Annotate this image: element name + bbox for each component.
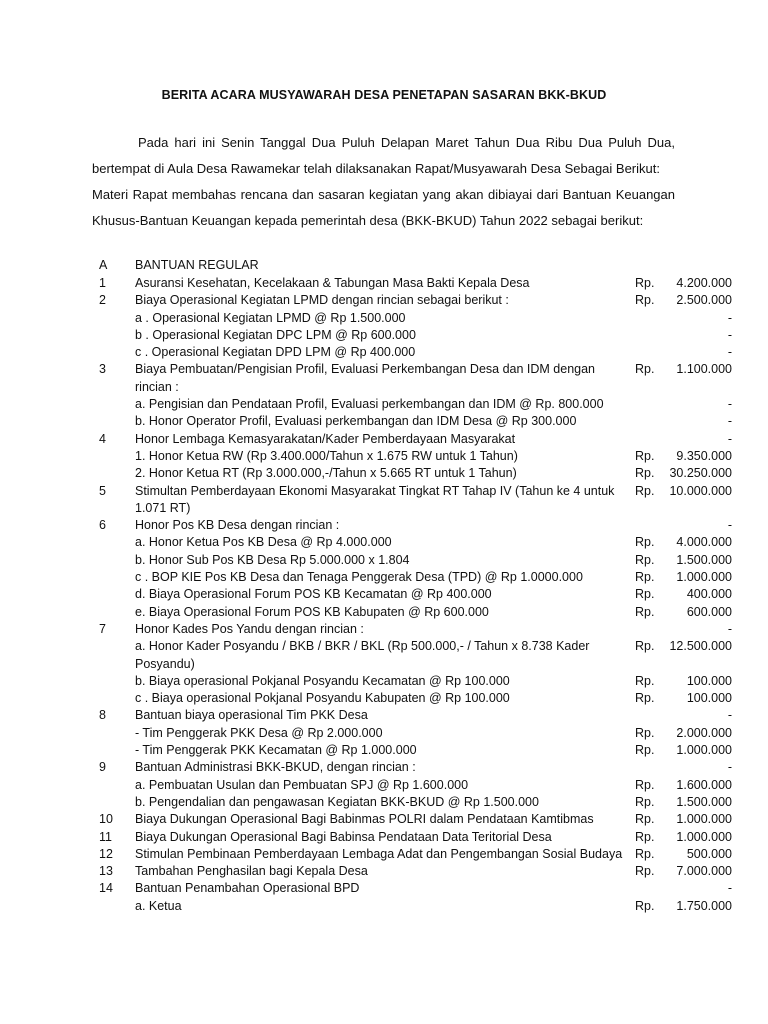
table-row (92, 327, 732, 344)
row-currency: Rp. (635, 777, 655, 792)
table-row (92, 742, 732, 759)
row-description: a. Honor Ketua Pos KB Desa @ Rp 4.000.000 (135, 535, 392, 550)
row-description: b. Pengendalian dan pengawasan Kegiatan BKK-BKUD @ Rp 1.500.000 (135, 794, 539, 809)
row-description: 1. Honor Ketua RW (Rp 3.400.000/Tahun x 1.675 RW untuk 1 Tahun) (135, 448, 518, 463)
table-row (92, 898, 732, 915)
table-row (92, 431, 732, 448)
row-amount: 1.750.000 (676, 898, 732, 913)
row-number (92, 777, 135, 794)
row-amount: 9.350.000 (676, 448, 732, 463)
row-currency (635, 707, 669, 724)
row-currency: Rp. (635, 483, 655, 498)
row-currency (635, 396, 669, 413)
row-number: 8 (99, 708, 106, 723)
row-description: Honor Pos KB Desa dengan rincian : (135, 518, 340, 533)
row-number (92, 638, 135, 673)
row-currency: Rp. (635, 691, 655, 706)
table-row (92, 257, 732, 275)
row-currency (635, 413, 669, 430)
row-description: d. Biaya Operasional Forum POS KB Kecamatan @ Rp 400.000 (135, 587, 492, 602)
row-description: a . Operasional Kegiatan LPMD @ Rp 1.500.000 (135, 310, 406, 325)
row-currency: Rp. (635, 743, 655, 758)
row-amount: 1.600.000 (676, 777, 732, 792)
row-currency: Rp. (635, 552, 655, 567)
row-amount: 100.000 (686, 673, 732, 688)
row-currency (635, 431, 669, 448)
table-row (92, 707, 732, 724)
row-description: Bantuan Administrasi BKK-BKUD, dengan rincian : (135, 760, 416, 775)
row-currency: Rp. (635, 604, 655, 619)
row-description: b . Operasional Kegiatan DPC LPM @ Rp 600.000 (135, 327, 416, 342)
table-row (92, 863, 732, 880)
row-amount: - (727, 327, 732, 342)
row-currency (635, 517, 669, 534)
row-number (92, 413, 135, 430)
row-amount: 7.000.000 (676, 864, 732, 879)
table-row (92, 275, 732, 292)
row-currency (635, 880, 669, 897)
table-row (92, 621, 732, 638)
table-row (92, 880, 732, 897)
row-amount (669, 257, 732, 275)
row-number: 13 (99, 864, 113, 879)
row-description: b. Biaya operasional Pokjanal Posyandu Kecamatan @ Rp 100.000 (135, 673, 510, 688)
table-row (92, 794, 732, 811)
row-description: Bantuan biaya operasional Tim PKK Desa (135, 708, 368, 723)
row-currency: Rp. (635, 639, 655, 654)
row-currency (635, 327, 669, 344)
row-number (92, 794, 135, 811)
intro-line-3: Materi Rapat membahas rencana dan sasaran kegiatan yang akan dibiayai dari Bantuan Keuangan (92, 187, 675, 202)
row-number: 12 (99, 846, 113, 861)
row-currency: Rp. (635, 362, 655, 377)
row-amount: 2.500.000 (676, 293, 732, 308)
row-currency: Rp. (635, 864, 655, 879)
table-row (92, 569, 732, 586)
row-number: 7 (99, 621, 106, 636)
table-row (92, 517, 732, 534)
row-description: a. Pembuatan Usulan dan Pembuatan SPJ @ Rp 1.600.000 (135, 777, 469, 792)
row-number (92, 534, 135, 551)
row-currency: Rp. (635, 293, 655, 308)
table-row (92, 586, 732, 603)
row-description: Honor Kades Pos Yandu dengan rincian : (135, 621, 364, 636)
row-number: A (99, 258, 108, 272)
row-amount: 1.100.000 (676, 362, 732, 377)
intro-line-4: Khusus-Bantuan Keuangan kepada pemerintah desa (BKK-BKUD) Tahun 2022 sebagai berikut: (92, 213, 644, 228)
row-description: Tambahan Penghasilan bagi Kepala Desa (135, 864, 368, 879)
row-number (92, 552, 135, 569)
row-amount: - (727, 760, 732, 775)
row-number (92, 569, 135, 586)
row-number: 1 (99, 276, 106, 290)
row-amount: 1.000.000 (676, 570, 732, 585)
row-number (92, 448, 135, 465)
table-row (92, 552, 732, 569)
row-number (92, 604, 135, 621)
row-currency: Rp. (635, 570, 655, 585)
budget-table (92, 257, 732, 915)
row-number: 5 (99, 483, 106, 498)
row-currency (635, 344, 669, 361)
row-description: BANTUAN REGULAR (135, 258, 259, 272)
row-number (92, 327, 135, 344)
row-amount: 4.200.000 (676, 276, 732, 290)
row-number: 2 (99, 293, 106, 308)
row-amount: - (727, 518, 732, 533)
row-description: a. Honor Kader Posyandu / BKB / BKR / BKL (Rp 500.000,- / Tahun x 8.738 Kader Posyandu) (135, 639, 590, 671)
row-currency: Rp. (635, 535, 655, 550)
row-number (92, 586, 135, 603)
row-description: c . BOP KIE Pos KB Desa dan Tenaga Penggerak Desa (TPD) @ Rp 1.0000.000 (135, 570, 583, 585)
row-amount: - (727, 431, 732, 446)
row-currency: Rp. (635, 448, 655, 463)
row-amount: - (727, 345, 732, 360)
document-title: BERITA ACARA MUSYAWARAH DESA PENETAPAN SASARAN BKK-BKUD (161, 88, 607, 102)
table-row (92, 829, 732, 846)
row-amount: - (727, 621, 732, 636)
row-amount: 10.000.000 (669, 483, 732, 498)
row-description: Stimulan Pembinaan Pemberdayaan Lembaga Adat dan Pengembangan Sosial Budaya (135, 846, 623, 861)
row-amount: 400.000 (686, 587, 732, 602)
table-row (92, 465, 732, 482)
row-currency (635, 759, 669, 776)
budget-table-body (92, 257, 732, 915)
table-row (92, 448, 732, 465)
row-number (92, 344, 135, 361)
row-description: Biaya Dukungan Operasional Bagi Babinsa Pendataan Data Teritorial Desa (135, 829, 552, 844)
row-description: Honor Lembaga Kemasyarakatan/Kader Pemberdayaan Masyarakat (135, 431, 516, 446)
row-number (92, 690, 135, 707)
table-row (92, 725, 732, 742)
row-number: 14 (99, 881, 113, 896)
row-currency (635, 621, 669, 638)
row-number: 3 (99, 362, 106, 377)
row-amount: 1.000.000 (676, 829, 732, 844)
row-currency: Rp. (635, 829, 655, 844)
row-amount: 1.500.000 (676, 552, 732, 567)
table-row (92, 534, 732, 551)
row-currency: Rp. (635, 276, 655, 290)
table-row (92, 413, 732, 430)
table-row (92, 292, 732, 309)
row-description: Asuransi Kesehatan, Kecelakaan & Tabungan Masa Bakti Kepala Desa (135, 276, 530, 290)
intro-paragraph (92, 130, 675, 234)
row-number (92, 673, 135, 690)
row-number: 11 (99, 829, 112, 844)
row-number (92, 465, 135, 482)
row-number (92, 310, 135, 327)
row-number (92, 742, 135, 759)
row-currency: Rp. (635, 812, 655, 827)
row-currency: Rp. (635, 466, 655, 481)
row-amount: - (727, 708, 732, 723)
table-row (92, 396, 732, 413)
row-amount: 100.000 (686, 691, 732, 706)
row-amount: - (727, 414, 732, 429)
row-currency: Rp. (635, 587, 655, 602)
row-description: Biaya Pembuatan/Pengisian Profil, Evaluasi Perkembangan Desa dan IDM dengan rincian : (135, 362, 595, 394)
row-description: b. Honor Sub Pos KB Desa Rp 5.000.000 x 1.804 (135, 552, 410, 567)
table-row (92, 310, 732, 327)
row-currency: Rp. (635, 846, 655, 861)
row-amount: 30.250.000 (669, 466, 732, 481)
row-number (92, 898, 135, 915)
row-description: - Tim Penggerak PKK Desa @ Rp 2.000.000 (135, 725, 383, 740)
table-row (92, 673, 732, 690)
row-amount: 1.000.000 (676, 812, 732, 827)
row-description: Bantuan Penambahan Operasional BPD (135, 881, 360, 896)
table-row (92, 759, 732, 776)
row-description: 2. Honor Ketua RT (Rp 3.000.000,-/Tahun x 5.665 RT untuk 1 Tahun) (135, 466, 517, 481)
row-description: c . Biaya operasional Pokjanal Posyandu Kabupaten @ Rp 100.000 (135, 691, 510, 706)
row-description: c . Operasional Kegiatan DPD LPM @ Rp 400.000 (135, 345, 416, 360)
row-number: 9 (99, 760, 106, 775)
row-number: 6 (99, 518, 106, 533)
row-description: Stimultan Pemberdayaan Ekonomi Masyarakat Tingkat RT Tahap IV (Tahun ke 4 untuk 1.071 RT) (135, 483, 615, 515)
row-amount: - (727, 881, 732, 896)
row-number: 4 (99, 431, 106, 446)
row-currency (635, 310, 669, 327)
row-amount: 12.500.000 (669, 639, 732, 654)
row-description: - Tim Penggerak PKK Kecamatan @ Rp 1.000.000 (135, 743, 417, 758)
row-amount: 1.000.000 (676, 743, 732, 758)
row-number (92, 725, 135, 742)
table-row (92, 483, 732, 518)
table-row (92, 638, 732, 673)
row-description: Biaya Dukungan Operasional Bagi Babinmas POLRI dalam Pendataan Kamtibmas (135, 812, 594, 827)
table-row (92, 361, 732, 396)
row-description: a. Ketua (135, 898, 182, 913)
row-currency: Rp. (635, 898, 655, 913)
row-currency: Rp. (635, 673, 655, 688)
intro-line-2: bertempat di Aula Desa Rawamekar telah dilaksanakan Rapat/Musyawarah Desa Sebagai Berikut: (92, 161, 660, 176)
table-row (92, 846, 732, 863)
row-currency (635, 257, 669, 275)
row-amount: 500.000 (686, 846, 732, 861)
row-amount: - (727, 310, 732, 325)
row-description: Biaya Operasional Kegiatan LPMD dengan rincian sebagai berikut : (135, 293, 509, 308)
table-row (92, 811, 732, 828)
table-row (92, 690, 732, 707)
row-number: 10 (99, 812, 113, 827)
row-amount: 600.000 (686, 604, 732, 619)
table-row (92, 777, 732, 794)
intro-line-1: Pada hari ini Senin Tanggal Dua Puluh Delapan Maret Tahun Dua Ribu Dua Puluh Dua, (138, 135, 675, 150)
row-amount: 4.000.000 (676, 535, 732, 550)
row-amount: - (727, 397, 732, 412)
row-currency: Rp. (635, 725, 655, 740)
row-amount: 1.500.000 (676, 794, 732, 809)
row-description: b. Honor Operator Profil, Evaluasi perkembangan dan IDM Desa @ Rp 300.000 (135, 414, 577, 429)
row-number (92, 396, 135, 413)
row-description: a. Pengisian dan Pendataan Profil, Evaluasi perkembangan dan IDM @ Rp. 800.000 (135, 397, 604, 412)
row-currency: Rp. (635, 794, 655, 809)
row-description: e. Biaya Operasional Forum POS KB Kabupaten @ Rp 600.000 (135, 604, 489, 619)
table-row (92, 344, 732, 361)
row-amount: 2.000.000 (676, 725, 732, 740)
table-row (92, 604, 732, 621)
